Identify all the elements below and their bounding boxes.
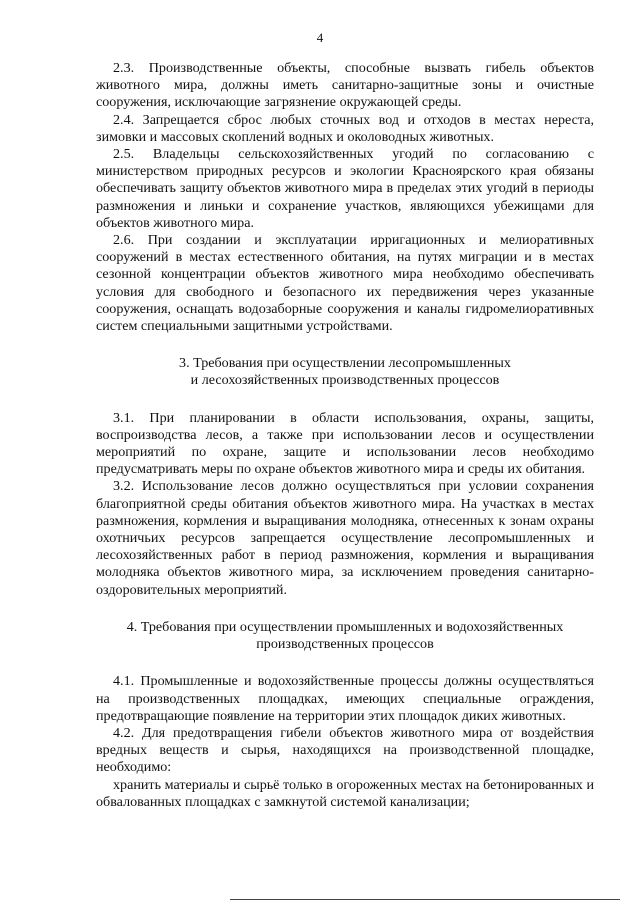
paragraph-3-2: 3.2. Использование лесов должно осуществляться при условии сохранения благоприятной среды обитания объектов животного мира. На участках в местах размножения, кормления и выращивания молодняка, отнесенных к зонам охраны охотничьих ресурсов запрещается осуществление лесопромышленных и лесохозяйственных работ в период размножения, кормления и выращивания молодняка объектов животного мира, за исключением проведения санитарно-оздоровительных мероприятий. bbox=[96, 478, 594, 598]
paragraph-2-3: 2.3. Производственные объекты, способные вызвать гибель объектов животного мира, должны иметь санитарно-защитные зоны и очистные сооружения, исключающие загрязнение окружающей среды. bbox=[96, 60, 594, 111]
footer-divider bbox=[230, 899, 620, 900]
page-number: 4 bbox=[316, 30, 324, 45]
section-4-heading-line-2: производственных процессов bbox=[256, 636, 434, 653]
paragraph-2-5: 2.5. Владельцы сельскохозяйственных угодий по согласованию с министерством природных ресурсов и экологии Красноярского края обязаны обеспечивать защиту объектов животного мира в пределах этих угодий в периоды размножения и линьки и сохранение участков, являющихся убежищами для объектов животного мира. bbox=[96, 146, 594, 231]
section-3-heading-line-2: и лесохозяйственных производственных процессов bbox=[190, 372, 500, 389]
spacer bbox=[96, 390, 594, 410]
paragraph-4-2-item-1: хранить материалы и сырьё только в огороженных местах на бетонированных и обвалованных площадках с замкнутой системой канализации; bbox=[96, 776, 594, 810]
paragraph-2-6: 2.6. При создании и эксплуатации ирригационных и мелиоративных сооружений в местах естественного обитания, на путях миграции и в местах сезонной концентрации объектов животного мира необходимо обеспечивать условия для свободного и безопасного их передвижения через указанные сооружения, оснащать водозаборные сооружения и каналы гидромелиоративных систем специальными защитными устройствами. bbox=[96, 232, 594, 335]
section-3-heading-line-1: 3. Требования при осуществлении лесопромышленных bbox=[179, 355, 511, 372]
section-4-heading-line-1: 4. Требования при осуществлении промышленных и водохозяйственных bbox=[126, 618, 564, 635]
document-body bbox=[96, 60, 594, 811]
paragraph-3-1: 3.1. При планировании в области использования, охраны, защиты, воспроизводства лесов, а также при использовании лесов и осуществлении мероприятий по охране, защите и использовании лесов необходимо предусматривать меры по охране объектов животного мира и среды их обитания. bbox=[96, 409, 594, 478]
paragraph-4-1: 4.1. Промышленные и водохозяйственные процессы должны осуществляться на производственных площадках, имеющих специальные ограждения, предотвращающие появление на территории этих площадок диких животных. bbox=[96, 673, 594, 724]
paragraph-4-2: 4.2. Для предотвращения гибели объектов животного мира от воздействия вредных веществ и сырья, находящихся на производственной площадке, необходимо: bbox=[96, 724, 594, 776]
spacer bbox=[96, 653, 594, 673]
spacer bbox=[96, 335, 594, 355]
paragraph-2-4: 2.4. Запрещается сброс любых сточных вод и отходов в местах нереста, зимовки и массовых скоплений водных и околоводных животных. bbox=[96, 111, 594, 145]
spacer bbox=[96, 599, 594, 619]
